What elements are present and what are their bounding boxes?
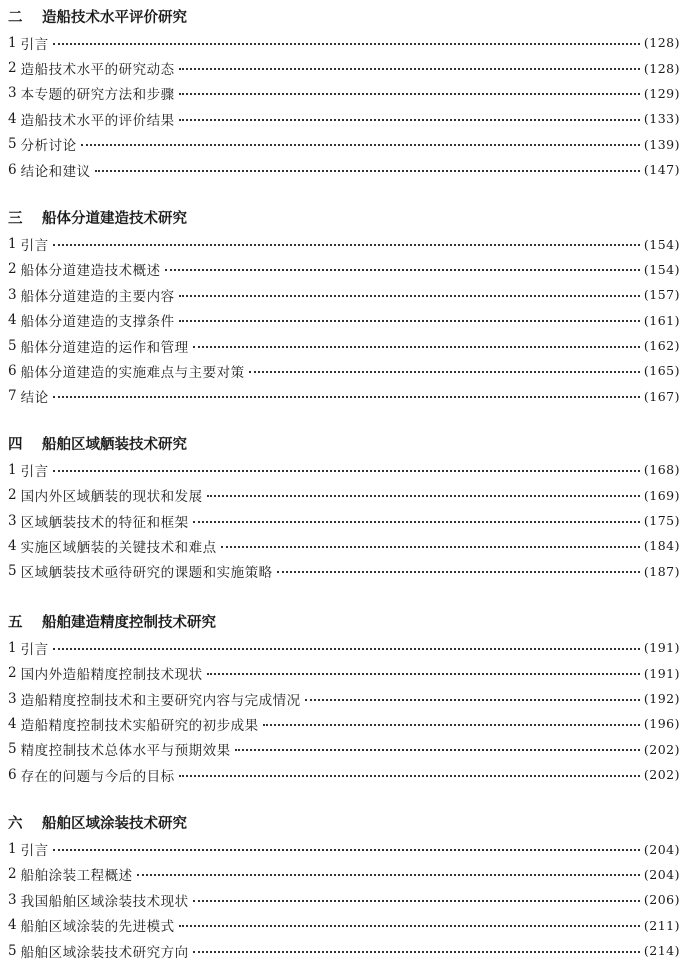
entry-title: 造船技术水平的评价结果 bbox=[20, 112, 175, 129]
toc-entry[interactable] bbox=[8, 482, 680, 507]
toc-section-2 bbox=[8, 6, 680, 182]
toc-entry[interactable] bbox=[8, 533, 680, 558]
section-title: 船舶区域舾装技术研究 bbox=[42, 437, 187, 454]
section-gap bbox=[8, 182, 680, 207]
entry-page: (214) bbox=[643, 943, 680, 959]
entry-index: 3 bbox=[8, 690, 17, 707]
section-heading bbox=[8, 812, 680, 836]
toc-entry[interactable] bbox=[8, 333, 680, 358]
entry-page: (139) bbox=[643, 136, 680, 152]
entry-page: (204) bbox=[643, 841, 680, 857]
entry-index: 1 bbox=[8, 236, 17, 253]
entry-page: (184) bbox=[643, 538, 680, 554]
entry-index: 2 bbox=[8, 487, 17, 504]
toc-entry[interactable] bbox=[8, 81, 680, 106]
toc-entry[interactable] bbox=[8, 132, 680, 157]
dot-leader bbox=[207, 495, 640, 497]
entry-index: 4 bbox=[8, 110, 17, 127]
toc-entry[interactable] bbox=[8, 384, 680, 409]
toc-entry[interactable] bbox=[8, 711, 680, 736]
dot-leader bbox=[193, 521, 640, 523]
entry-index: 6 bbox=[8, 362, 17, 379]
dot-leader bbox=[305, 699, 640, 701]
entry-page: (169) bbox=[643, 487, 680, 503]
entry-index: 4 bbox=[8, 917, 17, 934]
section-gap bbox=[8, 584, 680, 611]
entry-title: 船体分道建造技术概述 bbox=[20, 263, 161, 280]
toc-section-5 bbox=[8, 611, 680, 787]
entry-title: 实施区域舾装的关键技术和难点 bbox=[20, 539, 217, 556]
dot-leader bbox=[95, 170, 640, 172]
entry-index: 5 bbox=[8, 337, 17, 354]
entry-title: 船体分道建造的运作和管理 bbox=[20, 339, 189, 356]
entry-title: 引言 bbox=[20, 238, 49, 255]
entry-index: 5 bbox=[8, 136, 17, 153]
entry-title: 船舶区域涂装技术研究方向 bbox=[20, 944, 189, 961]
entry-page: (165) bbox=[643, 363, 680, 379]
toc-entry[interactable] bbox=[8, 635, 680, 660]
dot-leader bbox=[165, 269, 640, 271]
entry-index: 2 bbox=[8, 60, 17, 77]
dot-leader bbox=[179, 119, 640, 121]
entry-page: (133) bbox=[643, 111, 680, 127]
dot-leader bbox=[53, 396, 640, 398]
toc-section-4 bbox=[8, 433, 680, 584]
entry-title: 我国船舶区域涂装技术现状 bbox=[20, 893, 189, 910]
entry-index: 1 bbox=[8, 34, 17, 51]
dot-leader bbox=[221, 546, 640, 548]
entry-index: 6 bbox=[8, 161, 17, 178]
entry-page: (202) bbox=[643, 767, 680, 783]
toc-entry[interactable] bbox=[8, 257, 680, 282]
entry-index: 1 bbox=[8, 639, 17, 656]
entry-index: 3 bbox=[8, 891, 17, 908]
dot-leader bbox=[277, 571, 640, 573]
toc-entry[interactable] bbox=[8, 358, 680, 383]
toc-page bbox=[8, 6, 680, 963]
dot-leader bbox=[179, 775, 640, 777]
section-title: 船舶建造精度控制技术研究 bbox=[42, 615, 216, 632]
entry-title: 船体分道建造的主要内容 bbox=[20, 288, 175, 305]
entry-index: 5 bbox=[8, 741, 17, 758]
section-number: 二 bbox=[8, 10, 23, 26]
entry-index: 2 bbox=[8, 866, 17, 883]
entry-title: 区域舾装技术亟待研究的课题和实施策略 bbox=[20, 565, 273, 582]
entry-page: (128) bbox=[643, 35, 680, 51]
dot-leader bbox=[179, 68, 640, 70]
dot-leader bbox=[53, 43, 640, 45]
entry-title: 引言 bbox=[20, 36, 49, 53]
toc-entry[interactable] bbox=[8, 106, 680, 131]
toc-entry[interactable] bbox=[8, 660, 680, 685]
section-heading bbox=[8, 433, 680, 457]
toc-entry[interactable] bbox=[8, 737, 680, 762]
toc-section-6 bbox=[8, 812, 680, 963]
dot-leader bbox=[53, 470, 640, 472]
entry-page: (187) bbox=[643, 563, 680, 579]
toc-entry[interactable] bbox=[8, 836, 680, 861]
dot-leader bbox=[137, 874, 640, 876]
entry-index: 2 bbox=[8, 665, 17, 682]
entry-title: 引言 bbox=[20, 463, 49, 480]
entry-page: (128) bbox=[643, 60, 680, 76]
entry-title: 存在的问题与今后的目标 bbox=[20, 768, 175, 785]
dot-leader bbox=[179, 295, 640, 297]
entry-index: 4 bbox=[8, 537, 17, 554]
entry-page: (196) bbox=[643, 716, 680, 732]
entry-title: 国内外造船精度控制技术现状 bbox=[20, 667, 203, 684]
entry-title: 船舶区域涂装的先进模式 bbox=[20, 919, 175, 936]
entry-page: (204) bbox=[643, 866, 680, 882]
section-title: 造船技术水平评价研究 bbox=[42, 10, 187, 26]
toc-entry[interactable] bbox=[8, 938, 680, 963]
toc-entry[interactable] bbox=[8, 55, 680, 80]
dot-leader bbox=[193, 346, 640, 348]
entry-page: (129) bbox=[643, 85, 680, 101]
dot-leader bbox=[249, 371, 640, 373]
entry-page: (147) bbox=[643, 162, 680, 178]
entry-title: 国内外区域舾装的现状和发展 bbox=[20, 489, 203, 506]
entry-index: 3 bbox=[8, 512, 17, 529]
entry-title: 引言 bbox=[20, 641, 49, 658]
entry-title: 精度控制技术总体水平与预期效果 bbox=[20, 743, 231, 760]
section-number: 六 bbox=[8, 816, 23, 833]
dot-leader bbox=[53, 648, 640, 650]
entry-page: (161) bbox=[643, 312, 680, 328]
section-heading bbox=[8, 207, 680, 231]
entry-title: 本专题的研究方法和步骤 bbox=[20, 87, 175, 104]
entry-title: 船体分道建造的实施难点与主要对策 bbox=[20, 364, 245, 381]
entry-title: 造船精度控制技术实船研究的初步成果 bbox=[20, 717, 259, 734]
entry-page: (175) bbox=[643, 513, 680, 529]
toc-entry[interactable] bbox=[8, 913, 680, 938]
entry-page: (211) bbox=[643, 917, 680, 933]
entry-page: (154) bbox=[643, 236, 680, 252]
entry-page: (202) bbox=[643, 741, 680, 757]
toc-entry[interactable] bbox=[8, 308, 680, 333]
entry-title: 分析讨论 bbox=[20, 138, 77, 155]
toc-entry[interactable] bbox=[8, 887, 680, 912]
entry-index: 4 bbox=[8, 312, 17, 329]
entry-index: 4 bbox=[8, 715, 17, 732]
entry-title: 引言 bbox=[20, 843, 49, 860]
entry-page: (192) bbox=[643, 691, 680, 706]
toc-section-3 bbox=[8, 207, 680, 409]
dot-leader bbox=[53, 849, 640, 851]
entry-page: (162) bbox=[643, 338, 680, 354]
entry-title: 造船精度控制技术和主要研究内容与完成情况 bbox=[20, 692, 301, 709]
entry-title: 结论 bbox=[20, 390, 49, 407]
entry-title: 造船技术水平的研究动态 bbox=[20, 62, 175, 79]
entry-title: 船舶涂装工程概述 bbox=[20, 868, 133, 885]
entry-page: (157) bbox=[643, 287, 680, 303]
entry-page: (191) bbox=[643, 665, 680, 681]
dot-leader bbox=[179, 93, 640, 95]
entry-index: 2 bbox=[8, 261, 17, 278]
section-heading bbox=[8, 6, 680, 30]
entry-title: 船体分道建造的支撑条件 bbox=[20, 314, 175, 331]
dot-leader bbox=[179, 925, 640, 927]
toc-entry[interactable] bbox=[8, 559, 680, 584]
dot-leader bbox=[263, 724, 640, 726]
toc-entry[interactable] bbox=[8, 862, 680, 887]
dot-leader bbox=[81, 144, 640, 146]
toc-entry[interactable] bbox=[8, 30, 680, 55]
section-number: 五 bbox=[8, 615, 23, 632]
entry-index: 3 bbox=[8, 286, 17, 303]
entry-index: 1 bbox=[8, 841, 17, 858]
toc-entry[interactable] bbox=[8, 231, 680, 256]
section-gap bbox=[8, 787, 680, 812]
toc-entry[interactable] bbox=[8, 282, 680, 307]
section-gap bbox=[8, 409, 680, 433]
dot-leader bbox=[193, 951, 640, 953]
entry-page: (154) bbox=[643, 261, 680, 277]
toc-entry[interactable] bbox=[8, 157, 680, 182]
entry-title: 区域舾装技术的特征和框架 bbox=[20, 514, 189, 531]
entry-index: 5 bbox=[8, 942, 17, 959]
dot-leader bbox=[193, 900, 640, 902]
dot-leader bbox=[207, 673, 640, 675]
section-number: 三 bbox=[8, 211, 23, 228]
dot-leader bbox=[235, 749, 640, 751]
dot-leader bbox=[179, 320, 640, 322]
section-title: 船舶区域涂装技术研究 bbox=[42, 816, 187, 833]
toc-entry[interactable] bbox=[8, 686, 680, 711]
entry-index: 1 bbox=[8, 461, 17, 478]
entry-index: 6 bbox=[8, 766, 17, 783]
toc-entry[interactable] bbox=[8, 762, 680, 787]
section-title: 船体分道建造技术研究 bbox=[42, 211, 187, 228]
entry-index: 7 bbox=[8, 388, 17, 405]
toc-entry[interactable] bbox=[8, 457, 680, 482]
entry-index: 5 bbox=[8, 563, 17, 580]
entry-page: (168) bbox=[643, 462, 680, 478]
section-heading bbox=[8, 611, 680, 635]
entry-page: (191) bbox=[643, 640, 680, 656]
entry-index: 3 bbox=[8, 85, 17, 102]
entry-page: (167) bbox=[643, 388, 680, 404]
entry-page: (206) bbox=[643, 892, 680, 908]
entry-title: 结论和建议 bbox=[20, 163, 91, 180]
section-number: 四 bbox=[8, 437, 23, 454]
dot-leader bbox=[53, 244, 640, 246]
toc-entry[interactable] bbox=[8, 508, 680, 533]
